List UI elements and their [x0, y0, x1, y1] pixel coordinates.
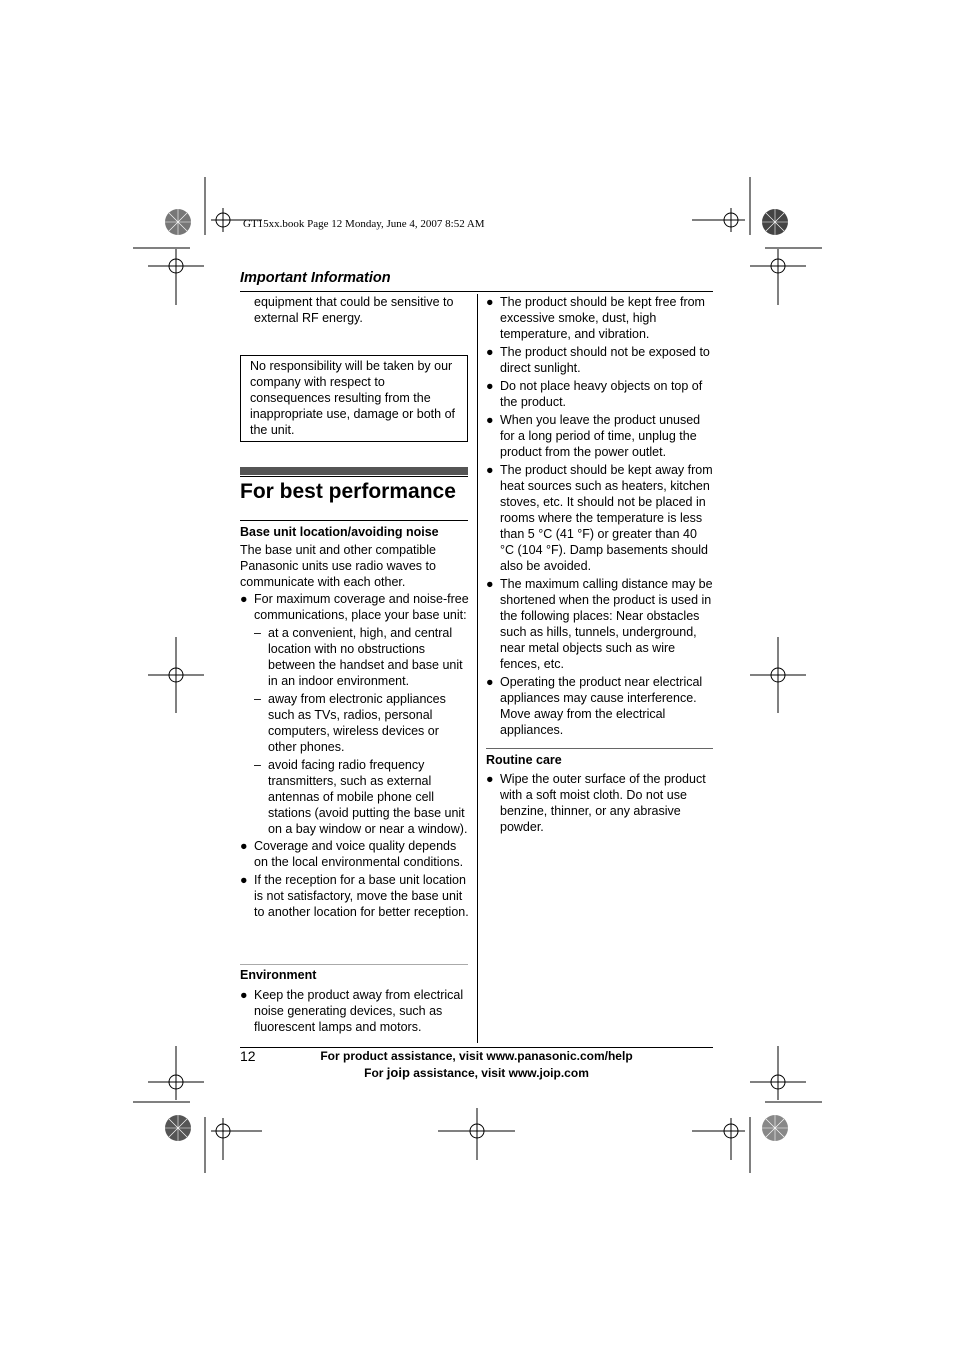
bullet-icon: ● [240, 592, 248, 606]
column-divider [477, 294, 478, 1043]
carryover-text: equipment that could be sensitive to external RF energy. [254, 295, 454, 325]
bullet-icon: ● [486, 345, 494, 359]
page-title: For best performance [240, 480, 456, 503]
footer-rule [240, 1047, 713, 1048]
page-number: 12 [240, 1048, 256, 1064]
bullet-icon: ● [486, 675, 494, 689]
footer-joip-line: For joip assistance, visit www.joip.com [364, 1065, 589, 1080]
footer-assistance-line: For product assistance, visit www.panasonic.com/help [320, 1049, 633, 1063]
section-header: Important Information [240, 270, 391, 286]
list-item: ● The product should be kept free from excessive smoke, dust, high temperature, and vibration. [486, 295, 705, 341]
environment-heading: Environment [240, 968, 317, 982]
title-rule [240, 476, 468, 477]
bullet-icon: ● [486, 577, 494, 591]
routine-care-rule [486, 748, 713, 749]
environment-rule [240, 964, 468, 965]
list-item: ● If the reception for a base unit location is not satisfactory, move the base unit to another location for better reception. [240, 873, 469, 919]
list-item: ● Keep the product away from electrical noise generating devices, such as fluorescent lamps and motors. [240, 988, 464, 1034]
environment-continued [486, 294, 714, 740]
list-item: ● Wipe the outer surface of the product with a soft moist cloth. Do not use benzine, thinner, or any abrasive powder. [486, 772, 706, 834]
base-unit-section [240, 524, 469, 922]
routine-care-heading: Routine care [486, 753, 562, 767]
dash-item: – away from electronic appliances such as TVs, radios, personal computers, wireless devices or other phones. [254, 692, 446, 754]
environment-section [240, 967, 469, 1037]
bullet-icon: ● [486, 413, 494, 427]
list-item: ● The maximum calling distance may be shortened when the product is used in the following places: Near obstacles such as hills, tunnels, underground, near metal objects such as wire fences, etc. [486, 577, 713, 671]
list-item: ● The product should be kept away from heat sources such as heaters, kitchen stoves, etc. It should not be placed in rooms where the temperature is less than 5 °C (41 °F) or greater than 40 °C (104 °F). Damp basements should also be avoided. [486, 463, 713, 573]
bullet-icon: ● [240, 873, 248, 887]
list-item: ● For maximum coverage and noise-free communications, place your base unit: [240, 592, 469, 622]
notice-box: No responsibility will be taken by our company with respect to consequences resulting from the inappropriate use, damage or both of the unit. [240, 355, 468, 442]
bullet-icon: ● [240, 839, 248, 853]
list-item: ● When you leave the product unused for a long period of time, unplug the product from the power outlet. [486, 413, 701, 459]
title-bar [240, 467, 468, 475]
bullet-icon: ● [486, 295, 494, 309]
dash-item: – at a convenient, high, and central location with no obstructions between the handset and base unit in an indoor environment. [254, 626, 463, 688]
list-item: ● Operating the product near electrical appliances may cause interference. Move away from the electrical appliances. [486, 675, 703, 737]
list-item: ● Do not place heavy objects on top of the product. [486, 379, 703, 409]
header-rule [240, 291, 713, 292]
list-item: ● Coverage and voice quality depends on the local environmental conditions. [240, 839, 464, 869]
dash-item: – avoid facing radio frequency transmitters, such as external antennas of mobile phone cell stations (avoid putting the base unit on a bay window or near a window). [254, 758, 468, 836]
list-item: ● The product should not be exposed to direct sunlight. [486, 345, 710, 375]
base-unit-heading: Base unit location/avoiding noise [240, 525, 439, 539]
base-unit-intro: The base unit and other compatible Panasonic units use radio waves to communicate with each other. [240, 543, 436, 589]
bullet-icon: ● [486, 772, 494, 786]
bullet-icon: ● [240, 988, 248, 1002]
base-unit-rule [240, 520, 468, 521]
routine-care-section [486, 752, 714, 837]
joip-brand: joip [386, 1065, 410, 1080]
bullet-icon: ● [486, 379, 494, 393]
bullet-icon: ● [486, 463, 494, 477]
book-file-header: GT15xx.book Page 12 Monday, June 4, 2007 8:52 AM [243, 218, 485, 230]
